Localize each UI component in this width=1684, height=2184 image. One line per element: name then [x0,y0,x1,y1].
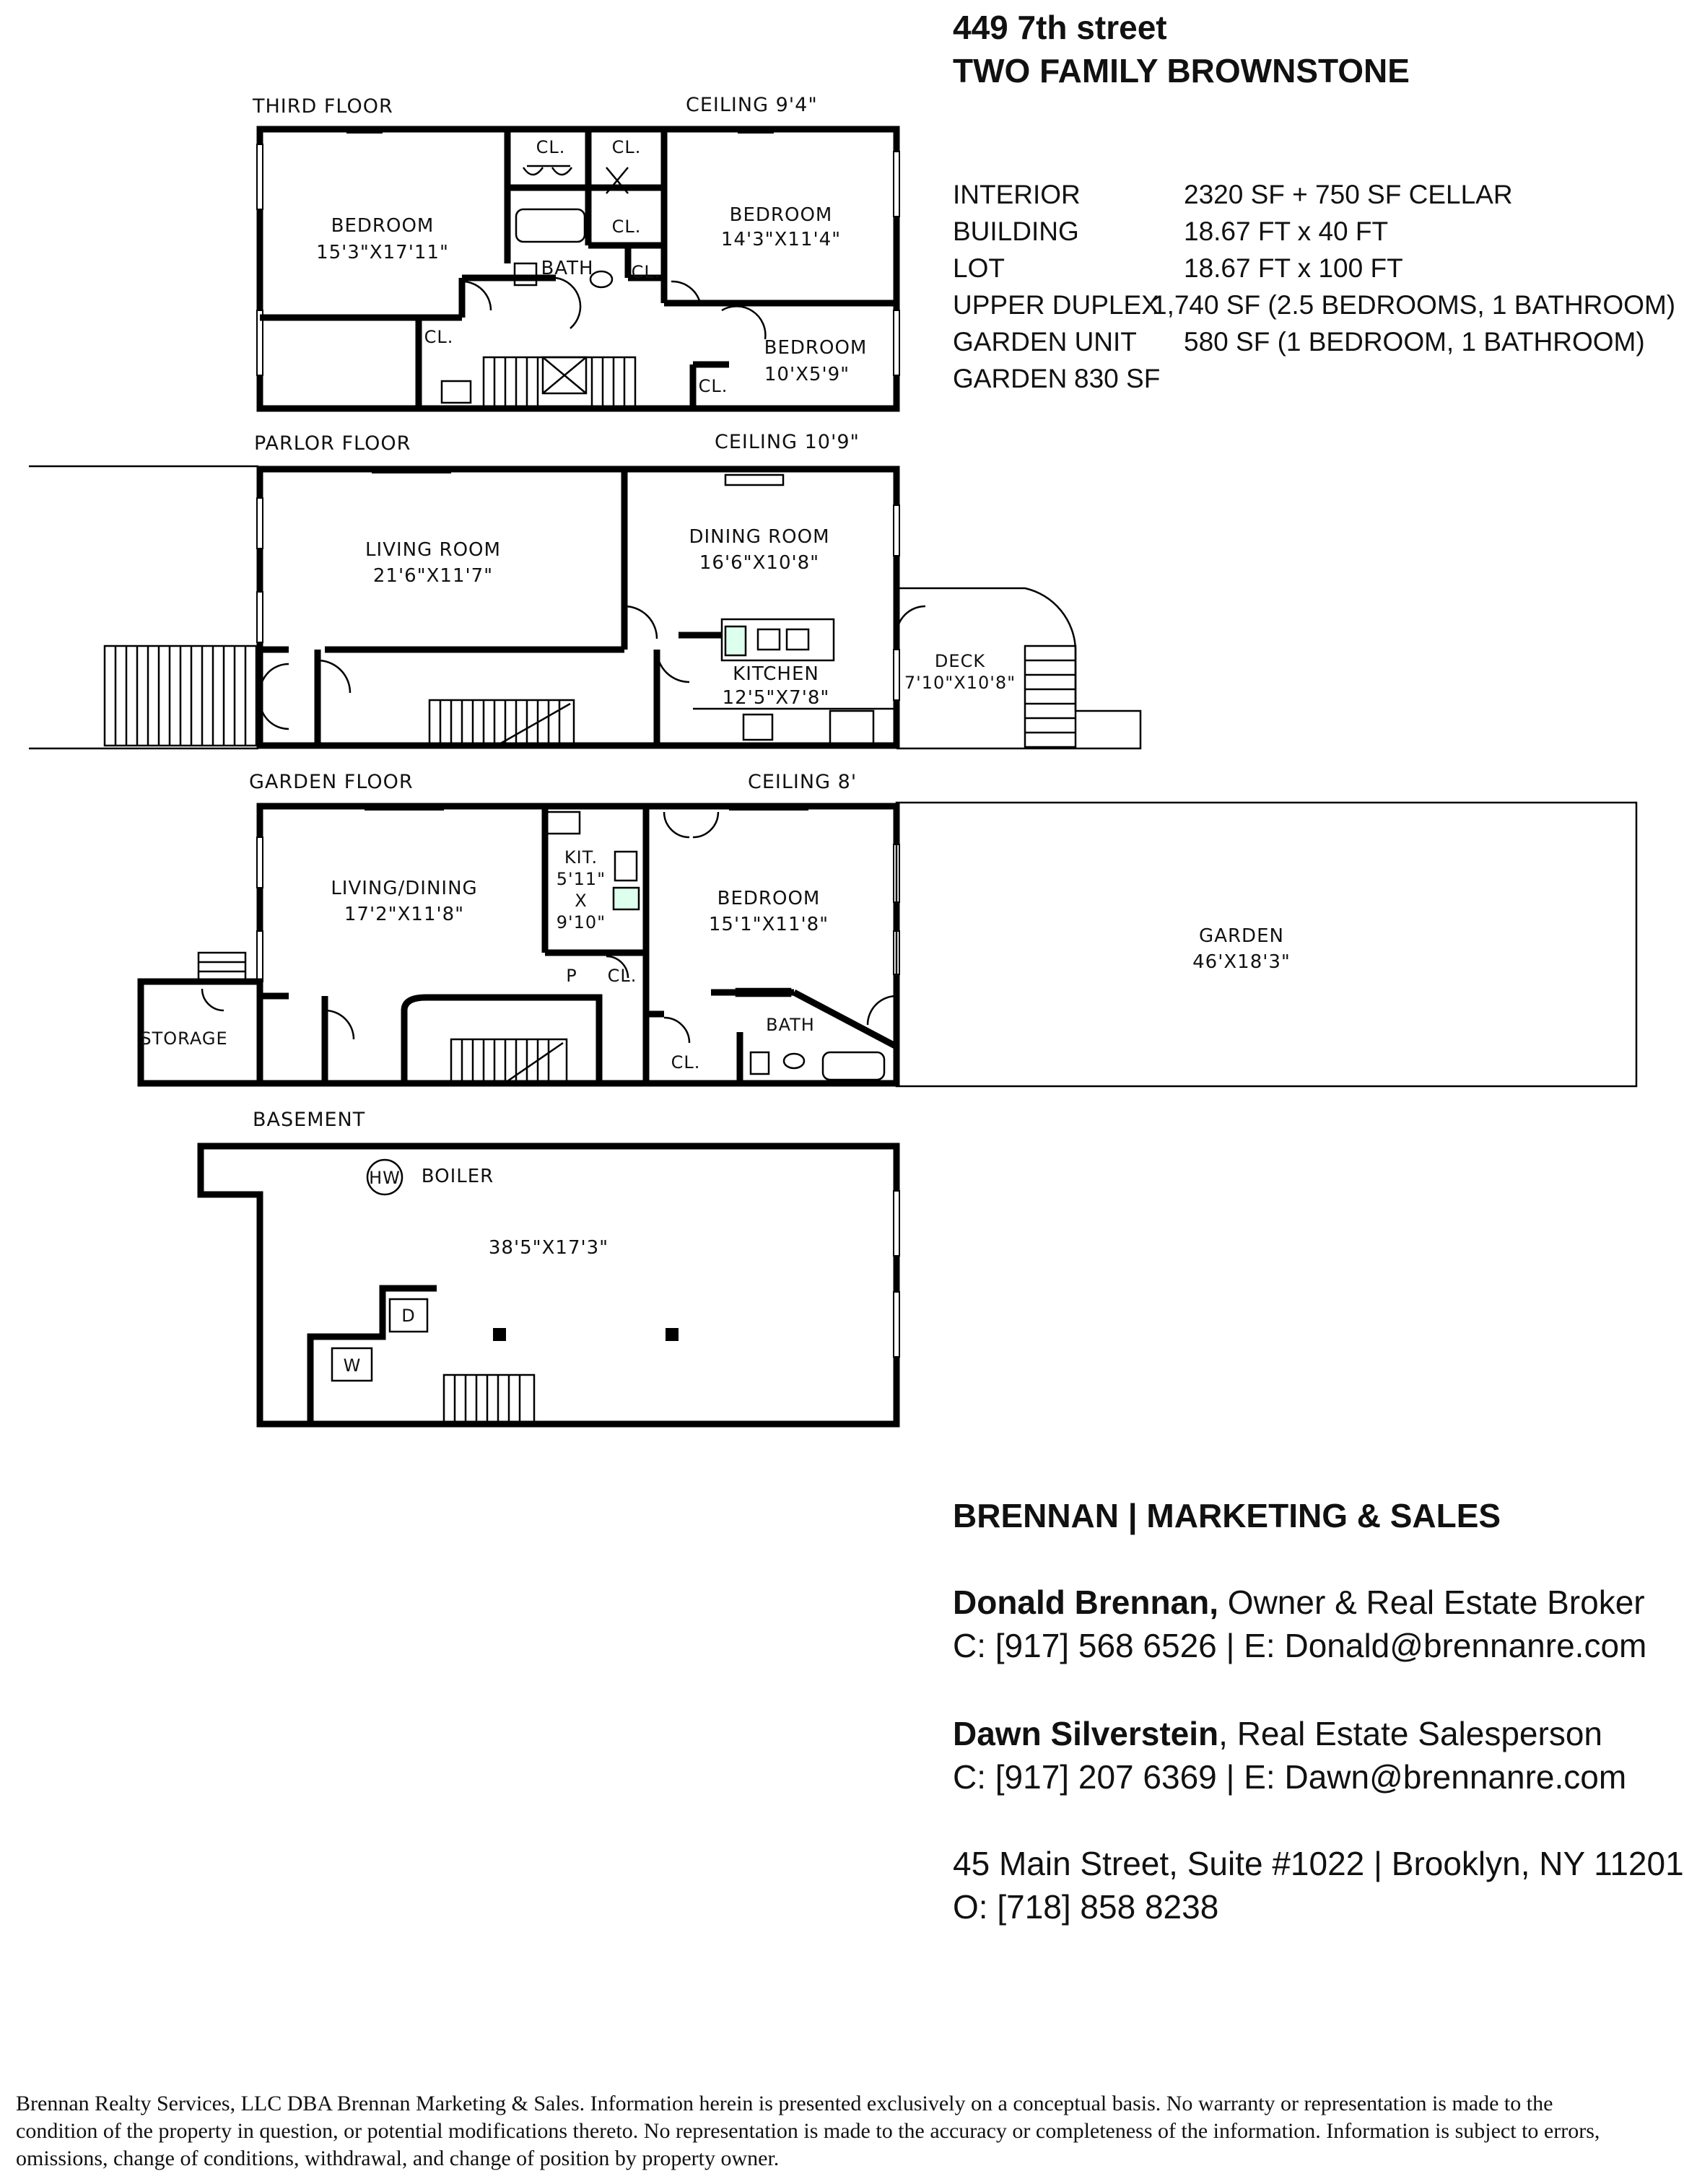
fact-label: GARDEN [953,364,1068,393]
third-bedroom-3-name: BEDROOM [764,337,868,359]
address-title: 449 7th street [953,9,1167,46]
garden-bedroom-name: BEDROOM [717,888,821,909]
deck-size: 7'10"X10'8" [904,673,1016,693]
fact-label: BUILDING [953,217,1079,246]
living-room-name: LIVING ROOM [365,539,501,561]
living-dining-name: LIVING/DINING [331,878,478,899]
storage-name: STORAGE [140,1028,228,1049]
fact-value: 18.67 FT x 40 FT [1184,217,1389,246]
fact-value: 1,740 SF (2.5 BEDROOMS, 1 BATHROOM) [1152,290,1676,320]
living-room-size: 21'6"X11'7" [372,565,494,587]
agent-2-name: Dawn Silverstein [953,1715,1219,1752]
agent-1-name: Donald Brennan, [953,1584,1219,1621]
agent-2-role: , Real Estate Salesperson [1218,1715,1602,1752]
garden-floor-stairs [451,1039,567,1083]
company-name: BRENNAN | MARKETING & SALES [953,1497,1501,1534]
third-floor-plan [252,94,899,409]
third-bedroom-2-name: BEDROOM [729,204,833,226]
third-bedroom-1-name: BEDROOM [331,215,435,237]
living-dining-size: 17'2"X11'8" [344,904,465,925]
parlor-floor-label: PARLOR FLOOR [254,432,411,455]
garden-floor-label: GARDEN FLOOR [249,771,414,793]
third-closet-4: CL. [631,262,661,282]
third-bedroom-3-size: 10'X5'9" [764,364,850,385]
third-closet-2: CL. [611,137,642,157]
agent-1-contact[interactable]: C: [917] 568 6526 | E: Donald@brennanre.com [953,1627,1647,1664]
third-floor-ceiling: CEILING 9'4" [686,94,818,116]
garden-kit-size-2: X [575,891,588,911]
third-bath-name: BATH [541,258,594,279]
garden-bedroom-size: 15'1"X11'8" [708,914,829,935]
garden-closet-2: CL. [671,1052,701,1073]
third-floor-label: THIRD FLOOR [253,95,393,118]
dining-room-name: DINING ROOM [689,526,830,548]
third-closet-3: CL. [611,217,642,237]
fact-label: LOT [953,253,1005,283]
office-phone[interactable]: O: [718] 858 8238 [953,1888,1219,1926]
disclaimer: Brennan Realty Services, LLC DBA Brennan Marketing & Sales. Information herein is presented exclusively on a conceptual basis. No warranty or representation is made to the condition of the property in question, or potential modifications thereto. No representation is made to the accuracy or completeness of the information. Information is subject to errors, omissions, change of conditions, withdrawal, and change of position by property owner. [16,2092,1600,2170]
garden-bath-name: BATH [766,1015,815,1035]
hot-water-label: HW [369,1168,401,1188]
agent-2-line [953,1712,1602,1755]
property-type-title: TWO FAMILY BROWNSTONE [953,52,1410,89]
garden-kit-size-3: 9'10" [556,912,606,932]
garden-kit-size-1: 5'11" [556,869,606,889]
basement-stairs [444,1375,534,1424]
dining-room-size: 16'6"X10'8" [699,552,820,574]
garden-kit-name: KIT. [564,847,598,868]
basement-label: BASEMENT [253,1109,366,1131]
fact-label: UPPER DUPLEX [953,290,1159,320]
washer-label: W [343,1355,362,1376]
kitchen-size: 12'5"X7'8" [722,687,830,709]
stoop-stairs [105,646,256,746]
parlor-floor-ceiling: CEILING 10'9" [715,431,860,453]
parlor-floor-plan [29,431,1140,748]
pantry-label: P [566,966,577,986]
fact-value: 2320 SF + 750 SF CELLAR [1184,180,1513,209]
parlor-floor-stairs [429,700,574,745]
third-floor-stairs [442,357,635,406]
basement-plan [201,1109,899,1424]
agent-1-role: Owner & Real Estate Broker [1218,1584,1645,1621]
third-bedroom-2-size: 14'3"X11'4" [720,229,842,250]
office-address: 45 Main Street, Suite #1022 | Brooklyn, NY 11201 [953,1845,1684,1882]
garden-floor-plan [140,771,1636,1086]
garden-closet-1: CL. [607,966,637,986]
third-closet-6: CL. [698,376,728,396]
fact-value: 580 SF (1 BEDROOM, 1 BATHROOM) [1184,327,1645,357]
garden-size: 46'X18'3" [1192,951,1291,973]
third-closet-5: CL. [424,327,454,347]
kitchen-name: KITCHEN [733,663,819,685]
deck-name: DECK [934,651,986,671]
agent-2-contact[interactable]: C: [917] 207 6369 | E: Dawn@brennanre.com [953,1758,1627,1796]
basement-outline [201,1146,896,1424]
garden-floor-ceiling: CEILING 8' [748,771,858,793]
boiler-label: BOILER [421,1166,494,1187]
fact-value: 18.67 FT x 100 FT [1184,253,1403,283]
fact-value: 830 SF [1074,364,1161,393]
third-bedroom-1-size: 15'3"X17'11" [316,242,449,263]
agent-1-line [953,1581,1645,1624]
fact-label: INTERIOR [953,180,1081,209]
fact-label: GARDEN UNIT [953,327,1137,357]
garden-name: GARDEN [1199,925,1284,947]
basement-size: 38'5"X17'3" [488,1237,609,1259]
dryer-label: D [401,1306,416,1326]
third-closet-1: CL. [536,137,566,157]
